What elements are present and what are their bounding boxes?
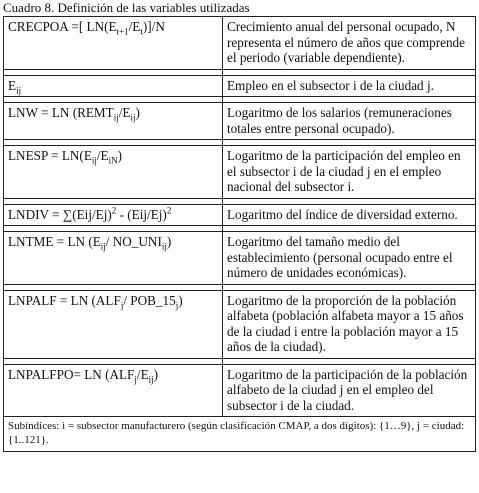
footnote-row	[4, 417, 476, 452]
variable-cell: LNPALF = LN ($ALF_j/$ $POB\_15_j$)	[4, 290, 223, 358]
definition-cell: Logaritmo de la participación de la población alfabeto de la ciudad j en el empleo del subsector i de la ciudad.	[223, 364, 476, 417]
table-row	[4, 204, 476, 226]
variable-cell: CRECPOA =[ $LN(E_{t+1}/E_t)]/N$	[4, 17, 223, 70]
definition-cell: Crecimiento anual del personal ocupado, N representa el número de años que comprende el periodo (variable dependiente).	[223, 17, 476, 70]
variable-cell: LNPALFPO= LN $(ALF_j/E_{ij})$	[4, 364, 223, 417]
table-row	[4, 364, 476, 417]
definition-cell: Logaritmo del tamaño medio del establecimiento (personal ocupado entre el número de unidades económicas).	[223, 232, 476, 285]
table-row	[4, 290, 476, 358]
definition-cell: Logaritmo de la participación del empleo en el subsector i de la ciudad j en el empleo nacional del subsector i.	[223, 146, 476, 199]
table-caption: Cuadro 8. Definición de las variables utilizadas	[3, 0, 250, 15]
variables-table	[3, 16, 476, 452]
definition-cell: Logaritmo del índice de diversidad externo.	[223, 204, 476, 226]
definition-cell: Logaritmo de los salarios (remuneraciones totales entre personal ocupado).	[223, 103, 476, 140]
definition-cell: Empleo en el subsector i de la ciudad j.	[223, 75, 476, 97]
table-row	[4, 17, 476, 70]
definition-cell: Logaritmo de la proporción de la población alfabeta (población alfabeta mayor a 15 años de la ciudad i entre la población mayor a 15 años de la ciudad).	[223, 290, 476, 358]
variable-cell: LNESP = $LN(E_{ij}/E_{iN})$	[4, 146, 223, 199]
table-footnote: Subíndices: i = subsector manufacturero (según clasificación CMAP, a dos dígitos): {1…9}, j = ciudad: {1..121}.	[4, 417, 476, 452]
table-row	[4, 232, 476, 285]
table-row	[4, 103, 476, 140]
table-row	[4, 146, 476, 199]
variable-cell: $E_{ij}$	[4, 75, 223, 97]
variable-cell: LNDIV = $\sum(Eij/Ej)^2 - (Eij/Ej)^2$	[4, 204, 223, 226]
table-row	[4, 75, 476, 97]
variable-cell: LNTME = LN ($E_{ij}/$ $NO\_UNI_{ij}$)	[4, 232, 223, 285]
variable-cell: LNW = LN $(REMT_{ij}/E_{ij})$	[4, 103, 223, 140]
